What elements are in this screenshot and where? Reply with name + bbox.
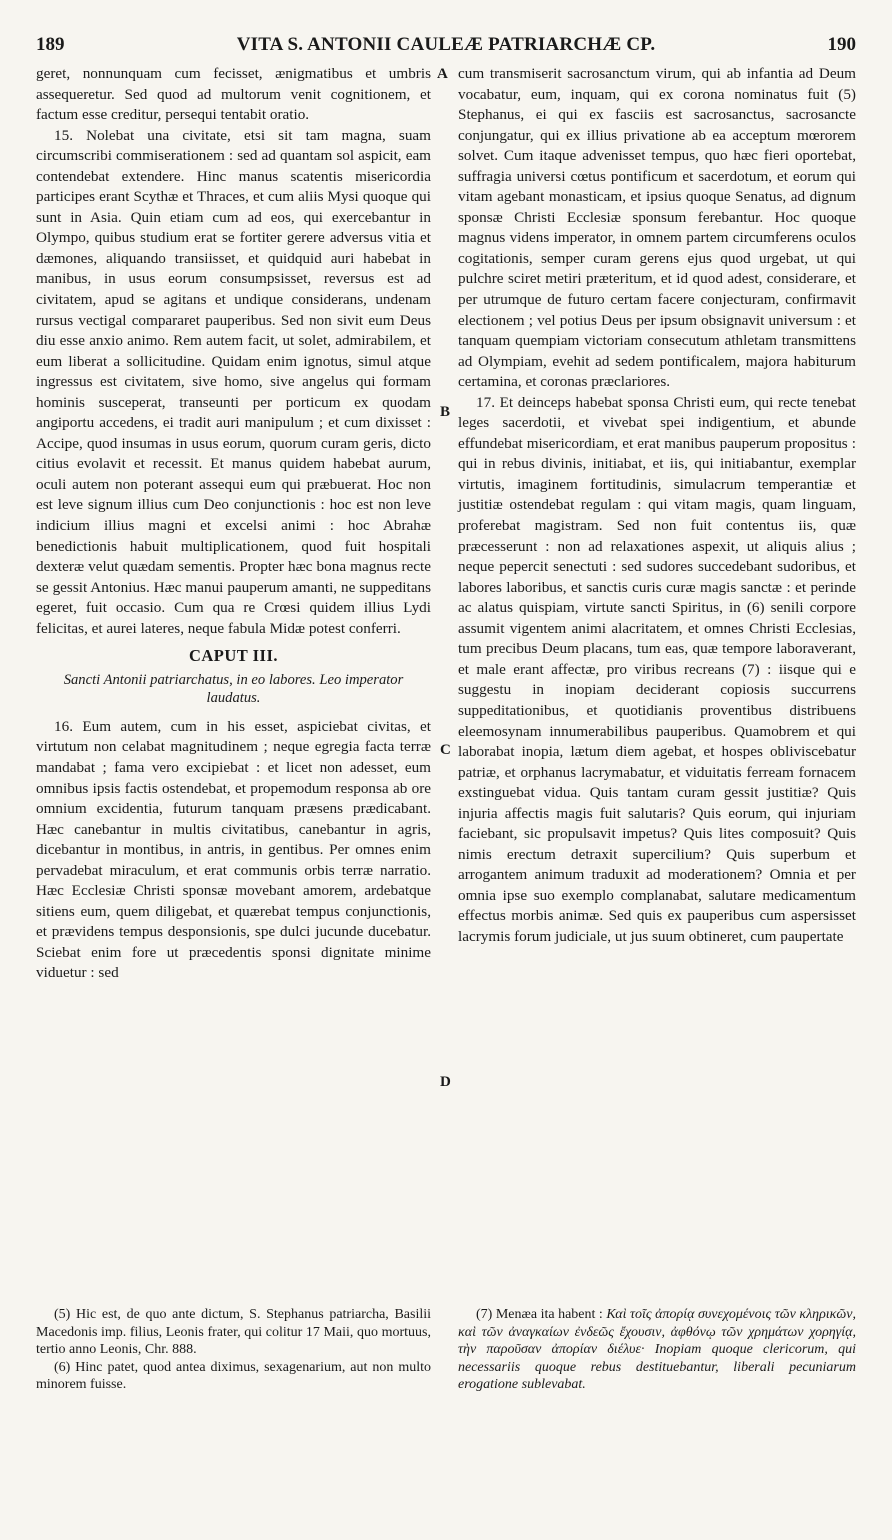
margin-marker-a: A — [437, 66, 448, 82]
paragraph-16: 16. Eum autem, cum in his esset, aspiciebat civitas, et virtutum non celabat magnitudinem ; neque egregia facta terræ mandabat ; fama vero excipiebat : et licet non adesset, eum omnibus ipsis factis ostendebat, et propemodum responsa ab ore omnium excidentia, futurum tanquam præsens prædicabant. Hæc canebantur in multis civitatibus, canebantur in agris, dicebantur in montibus, in antris, in gentibus. Per omnes enim pervadebat miraculum, et erat communis orbis terræ narratio. Hæc Ecclesiæ Christi sponsæ movebant amorem, ardebatque sitiens eum, quem diligebat, et quærebat tempus conjunctionis, et prævidens tempus desponsionis, spe dulci jucunde ducebatur. Sciebat enim fore ut præcedentis sponsi dignitate minime viduetur : sed — [36, 717, 431, 982]
chapter-title: CAPUT III. — [188, 646, 279, 666]
footnotes-right — [458, 1306, 856, 1394]
left-column — [36, 64, 431, 984]
paragraph-continuation: geret, nonnunquam cum fecisset, ænigmatibus et umbris assequeretur. Sed quod ad multorum venit cognitionem, et factum esse creditur, persequi tentabit oratio. — [36, 65, 431, 124]
page-number-right: 190 — [827, 34, 856, 55]
right-column — [458, 64, 856, 948]
page-number-left: 189 — [36, 34, 65, 55]
margin-marker-d: D — [440, 1074, 451, 1090]
paragraph-17: 17. Et deinceps habebat sponsa Christi eum, qui recte tenebat leges sacerdotii, et vivebat spei indigentium, et abunde effundebat misericordiam, et erat manibus pauperum propositus : qui in rebus divinis, initiabat, et iis, qui initiabantur, exemplar virtutis, imaginem fortitudinis, simulacrum temperantiæ et justitiæ ostendebat regulam : qui vitam magis, quam linguam, proferebat magistram. Sed non fuit contentus iis, quæ præcesserunt : non ad relaxationes aspexit, ut aliquis alius ; neque pepercit senectuti : sed sudores succedebant sudoribus, et labores laboribus, et sanctis curis curæ magis sanctæ : et perinde ac alatus quispiam, virtute sancti Spiritus, in (6) senili corpore assumit vigentem animi alacritatem, et omnes Christi Ecclesias, tum precibus Deum placans, tum eas, quæ tempore laboraverant, et male erant affectæ, pro viribus recreans (7) : iisque qui e suggestu in inopiam deciderant copiosis succurrens suppeditationibus, et quotidianis proventibus distribuens eleemosynam innumerabilibus pauperibus. Quamobrem et qui laborabat inopia, lætum diem agebat, et hospes obliviscebatur patriæ, et orphanus lacrymabatur, et viduitatis ferream fornacem exstinguebat vidua. Quis tantam curam gessit justitiæ? Quis injuria affectis magis fuit salutaris? Quis eorum, qui injuriam faciebant, sic propulsavit impetus? Quis lites composuit? Quis nimis erectum detraxit supercilium? Quis superbum et arrogantem animum traduxit ad moderationem? Omnia et per omnia ipse suo exemplo complanabat, salutare medicamentum effectus morbis animæ. Sed quis ex pauperibus cum aspersisset lacrymis forum judiciale, ut jus suum obtineret, cum paupertate — [458, 393, 856, 945]
paragraph-continuation-right: cum transmiserit sacrosanctum virum, qui ab infantia ad Deum vocabatur, eum, inquam, qui ex corona nominatus fuit (5) Stephanus, ei qui ex fasciis est sacrosanctus, sacrosancte conjungatur, qui ex illius privatione ab ea acceptum mœrorem solvet. Cum itaque advenisset tempus, quo hæc fieri oportebat, suffragia universi cœtus pontificum et sacerdotum, et eorum qui vitam agebant monasticam, et ipsius quoque Senatus, ad dignum sponsæ Christi Ecclesiæ sponsum ferebantur. Hoc quoque magnus videns imperator, in omnem partem circumferens oculos cogitationis, semper curam gerens ejus quod urgebat, ut qui pulchre sciret metiri præteritum, et id quod adest, considerare, et per utrumque de futuro certam facere conjecturam, confirmavit electionem ; vel potius Deus per ipsum obsignavit universum : et tanquam quempiam victoriam consecutum athletam transmittens ad Olympiam, evehit ad sedem pontificalem, majora habiturum certamina, et coronas præclariores. — [458, 65, 856, 391]
footnote-7-greek: Καὶ τοῖς ἀπορίᾳ συνεχομένοις τῶν κληρικῶν, καὶ τῶν ἀναγκαίων ἐνδεῶς ἔχουσιν, ἀφθόνῳ τῶν χρημάτων χορηγίᾳ, τὴν παροῦσαν ἀπορίαν διέλυε· — [458, 1307, 856, 1357]
footnote-7-latin: Inopiam quoque clericorum, qui necessariis quoque rebus destituebantur, liberali pecuniarum erogatione sublevabat. — [458, 1342, 857, 1392]
footnote-5: (5) Hic est, de quo ante dictum, S. Stephanus patriarcha, Basilii Macedonis imp. filius, Leonis frater, qui colitur 17 Maii, quo mortuus, tertio anno Leonis, Chr. 888. — [36, 1307, 431, 1357]
margin-marker-b: B — [440, 404, 451, 420]
footnote-7 — [458, 1306, 856, 1394]
chapter-subtitle: Sancti Antonii patriarchatus, in eo labores. Leo imperator laudatus. — [63, 671, 404, 706]
footnotes-left — [36, 1306, 431, 1394]
margin-marker-c: C — [440, 742, 451, 758]
footnote-6: (6) Hinc patet, quod antea diximus, sexagenarium, aut non multo minorem fuisse. — [36, 1359, 431, 1392]
paragraph-15: 15. Nolebat una civitate, etsi sit tam magna, suam circumscribi commiserationem : sed ad quantam sol aspicit, eam contendebat extendere. Hinc manus scatentis misericordia participes erant Scythæ et Thraces, et cum aliis Mysi quoque qui sunt in Asia. Quin etiam cum ad eos, qui exercebantur in Olympo, quibus studium erat se fortiter gerere adversus vitia et dæmones, aliquando transiisset, et quidquid auri habebat in manibus, in usus eorum consumpsisset, reversus est ad civitatem, apud se agitans et undique considerans, undenam rursus vectigal compararet pauperibus. Sed non sivit eum Deus diu esse anxio animo. Rem autem facit, ut solet, admirabilem, et eum liberat a sollicitudine. Quidam enim ignotus, simul atque ingressus est civitatem, sive homo, sive angelus qui formam hominis susceperat, transeunti per porticum ex quodam angiportu accedens, ei tradit auri manipulum ; et cum dixisset : Accipe, quod insumas in usus eorum, quorum curam geris, dicto citius evolavit et recessit. Et manus quidem habebat aurum, oculi autem non poterant assequi eum qui præbuerat. Hoc non est leve signum illius cum Deo conjunctionis : hoc est non leve indicium illius magni et excelsi animi : hoc Abrahæ benedictionis habuit multiplicationem, quod fuit hospitali dexteræ velut quædam sementis. Propter hæc bona magnus recte se gessit Antonius. Hæc manui pauperum amanti, ne suppeditans egeret, fuit occasio. Cum qua re Crœsi quidem illius Lydi felicitas, et aurei lateres, neque fabula Midæ potest conferri. — [36, 126, 431, 637]
running-title: VITA S. ANTONII CAULEÆ PATRIARCHÆ CP. — [236, 34, 656, 55]
footnote-7-lead: (7) Menæa ita habent : — [476, 1307, 603, 1322]
running-header — [36, 34, 856, 60]
